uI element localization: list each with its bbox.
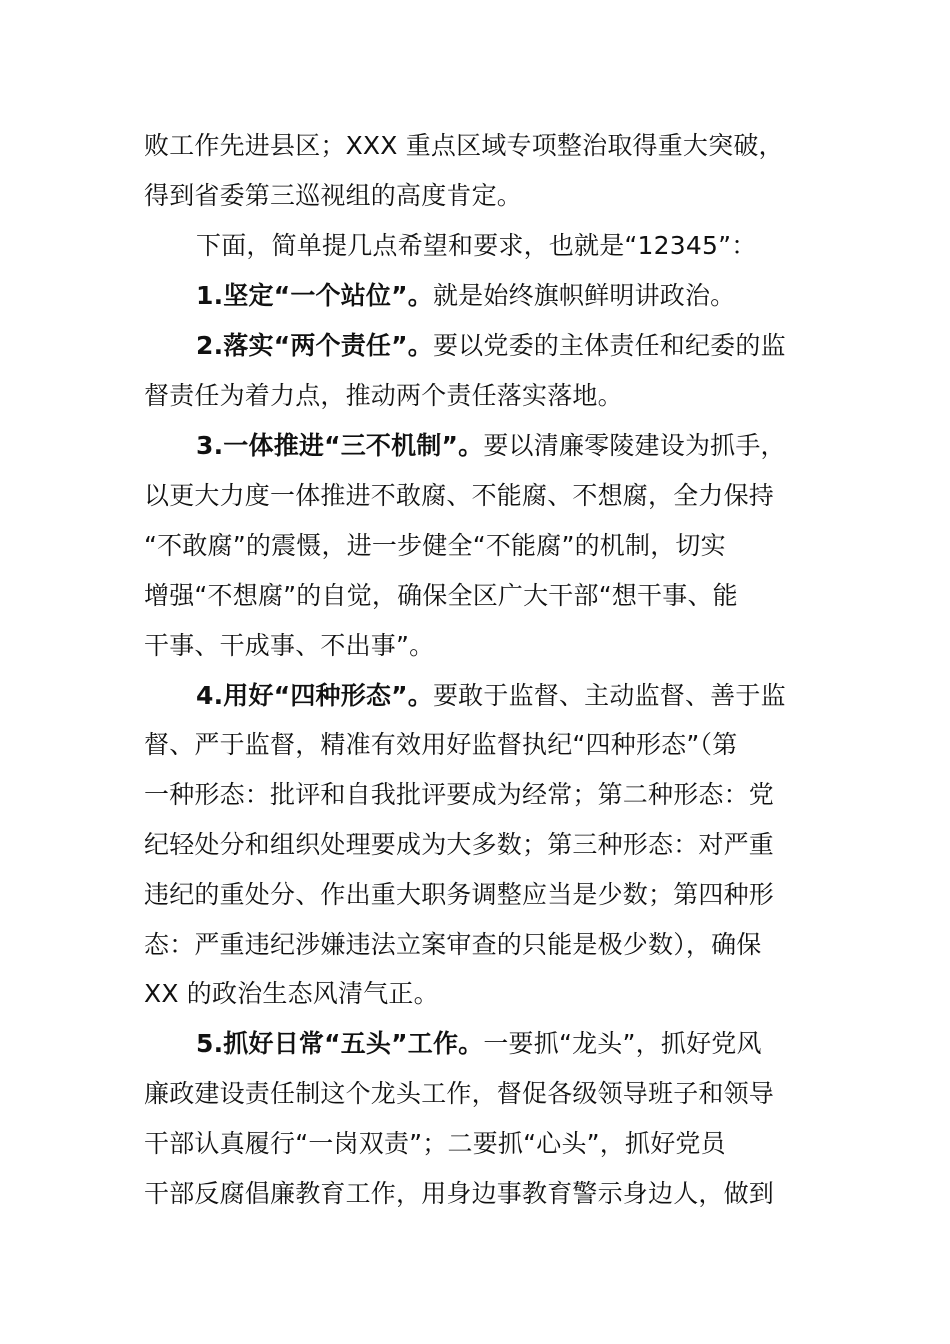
body-line: 纪轻处分和组织处理要成为大多数；第三种形态：对严重 (144, 830, 775, 859)
point-2-text: 要以党委的主体责任和纪委的监 (432, 331, 786, 360)
point-2-line (196, 329, 814, 363)
point-5-text: 一要抓“龙头”，抓好党风 (483, 1029, 762, 1058)
body-line: 督、严于监督，精准有效用好监督执纪“四种形态”（第 (144, 730, 738, 759)
body-line: 得到省委第三巡视组的高度肯定。 (144, 181, 523, 210)
point-4-heading: 4.用好“四种形态”。 (196, 681, 433, 710)
body-line: “不敢腐”的震慑，进一步健全“不能腐”的机制，切实 (144, 531, 726, 560)
point-5-line (196, 1027, 814, 1061)
point-1-heading: 1.坚定“一个站位”。 (196, 281, 433, 310)
body-line: 一种形态：批评和自我批评要成为经常；第二种形态：党 (144, 780, 775, 809)
body-line: 以更大力度一体推进不敢腐、不能腐、不想腐，全力保持 (144, 481, 775, 510)
point-3-heading: 3.一体推进“三不机制”。 (196, 431, 484, 460)
body-line: XX 的政治生态风清气正。 (144, 979, 439, 1008)
body-line: 败工作先进县区；XXX 重点区域专项整治取得重大突破， (144, 131, 784, 160)
body-line: 督责任为着力点，推动两个责任落实落地。 (144, 381, 623, 410)
body-line: 态：严重违纪涉嫌违法立案审查的只能是极少数），确保 (144, 930, 762, 959)
point-2-heading: 2.落实“两个责任”。 (196, 331, 433, 360)
body-line: 干事、干成事、不出事”。 (144, 631, 435, 660)
point-1-text: 就是始终旗帜鲜明讲政治。 (432, 281, 736, 310)
body-line: 干部认真履行“一岗双责”；二要抓“心头”，抓好党员 (144, 1129, 726, 1158)
point-3-line (196, 429, 814, 463)
point-1-line (196, 279, 814, 313)
body-line: 增强“不想腐”的自觉，确保全区广大干部“想干事、能 (144, 581, 738, 610)
body-line: 廉政建设责任制这个龙头工作，督促各级领导班子和领导 (144, 1079, 775, 1108)
point-5-heading: 5.抓好日常“五头”工作。 (196, 1029, 484, 1058)
body-line: 违纪的重处分、作出重大职务调整应当是少数；第四种形 (144, 880, 775, 909)
point-4-line (196, 679, 814, 713)
body-line: 下面，简单提几点希望和要求，也就是“12345”： (196, 231, 757, 260)
point-3-text: 要以清廉零陵建设为抓手， (483, 431, 786, 460)
body-line: 干部反腐倡廉教育工作，用身边事教育警示身边人，做到 (144, 1179, 775, 1208)
point-4-text: 要敢于监督、主动监督、善于监 (432, 681, 786, 710)
